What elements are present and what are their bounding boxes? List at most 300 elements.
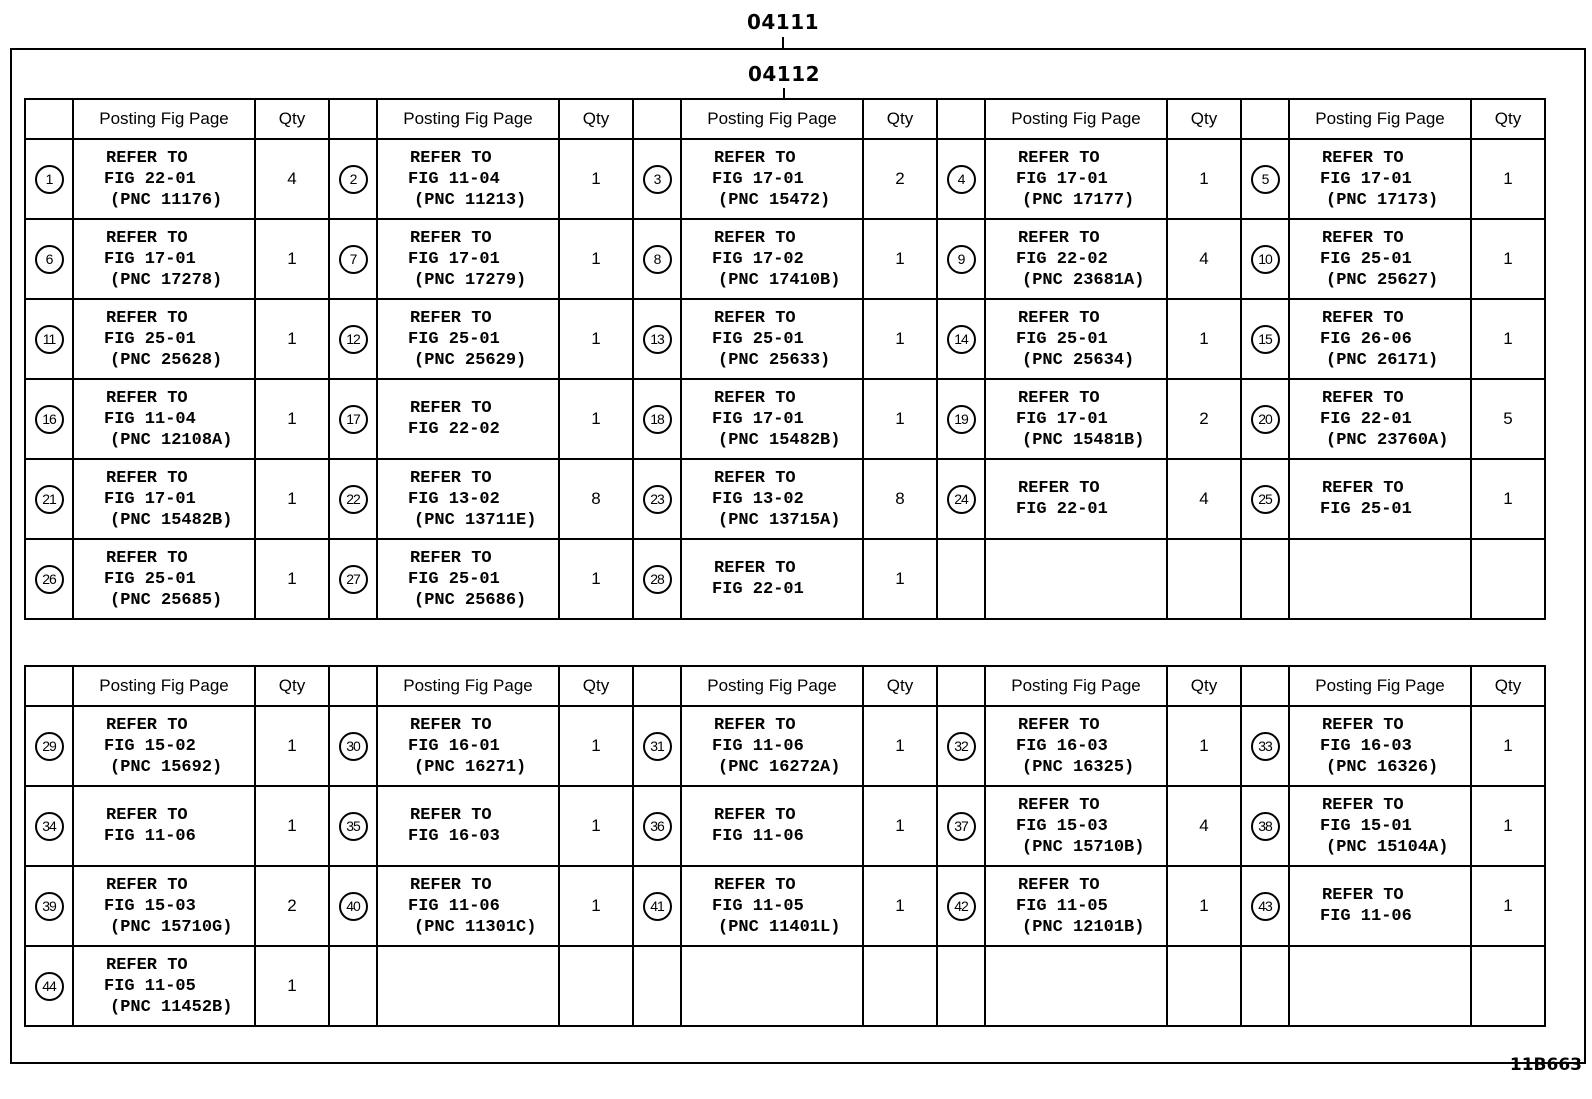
item-number-cell <box>633 706 681 786</box>
quantity-cell <box>1167 379 1241 459</box>
empty-cell <box>329 946 377 1026</box>
item-number-badge: 40 <box>339 892 368 921</box>
refer-to-text: REFER TO <box>410 468 492 488</box>
quantity-value: 2 <box>287 896 297 915</box>
figure-reference: FIG 11-06 <box>408 896 500 916</box>
pnc-reference: (PNC 25633) <box>718 350 831 370</box>
item-number-badge: 22 <box>339 485 368 514</box>
header-row <box>25 99 1545 139</box>
quantity-value: 4 <box>287 169 297 188</box>
item-number-cell <box>633 219 681 299</box>
figure-reference: FIG 22-01 <box>1016 500 1108 519</box>
quantity-cell <box>1167 299 1241 379</box>
item-number-cell <box>25 706 73 786</box>
figure-reference: FIG 17-01 <box>104 249 196 269</box>
refer-to-text: REFER TO <box>714 148 796 168</box>
refer-to-text: REFER TO <box>1018 228 1100 248</box>
reference-cell <box>985 459 1167 539</box>
header-item-col <box>25 666 73 706</box>
reference-cell <box>377 539 559 619</box>
table-row <box>25 219 1545 299</box>
header-qty: Qty <box>559 99 633 139</box>
quantity-cell <box>559 219 633 299</box>
quantity-cell <box>1471 866 1545 946</box>
quantity-cell <box>863 706 937 786</box>
assembly-label-outer: 04111 <box>746 10 820 34</box>
quantity-cell <box>255 706 329 786</box>
refer-to-text: REFER TO <box>1018 479 1100 498</box>
empty-cell <box>1241 946 1289 1026</box>
quantity-cell <box>255 786 329 866</box>
pnc-reference: (PNC 15692) <box>110 757 223 777</box>
figure-reference: FIG 11-06 <box>1320 907 1412 926</box>
reference-cell <box>73 786 255 866</box>
item-number-cell <box>329 139 377 219</box>
pnc-reference: (PNC 12108A) <box>110 430 233 450</box>
item-number-cell <box>25 459 73 539</box>
quantity-value: 1 <box>591 409 601 428</box>
refer-to-text: REFER TO <box>714 388 796 408</box>
parts-reference-table-2 <box>24 665 1546 1027</box>
item-number-cell <box>25 219 73 299</box>
header-posting-fig-page: Posting Fig Page <box>1289 666 1471 706</box>
empty-cell <box>985 539 1167 619</box>
reference-cell <box>985 219 1167 299</box>
reference-cell <box>985 299 1167 379</box>
figure-reference: FIG 22-02 <box>408 420 500 439</box>
quantity-cell <box>1167 219 1241 299</box>
figure-reference: FIG 11-06 <box>712 736 804 756</box>
refer-to-text: REFER TO <box>106 308 188 328</box>
header-item-col <box>329 666 377 706</box>
quantity-value: 1 <box>895 816 905 835</box>
quantity-cell <box>1471 379 1545 459</box>
pnc-reference: (PNC 15104A) <box>1326 837 1449 857</box>
quantity-value: 1 <box>1199 736 1209 755</box>
refer-to-text: REFER TO <box>106 548 188 568</box>
quantity-cell <box>863 219 937 299</box>
item-number-badge: 36 <box>643 812 672 841</box>
refer-to-text: REFER TO <box>714 806 796 825</box>
pnc-reference: (PNC 11452B) <box>110 997 233 1017</box>
item-number-badge: 13 <box>643 325 672 354</box>
quantity-value: 1 <box>895 569 905 588</box>
refer-to-text: REFER TO <box>1322 308 1404 328</box>
reference-cell <box>377 459 559 539</box>
pnc-reference: (PNC 15710B) <box>1022 837 1145 857</box>
item-number-badge: 16 <box>35 405 64 434</box>
refer-to-text: REFER TO <box>106 228 188 248</box>
item-number-badge: 31 <box>643 732 672 761</box>
item-number-cell <box>633 139 681 219</box>
quantity-cell <box>255 866 329 946</box>
item-number-badge: 26 <box>35 565 64 594</box>
figure-reference: FIG 13-02 <box>712 489 804 509</box>
quantity-value: 1 <box>287 489 297 508</box>
figure-reference: FIG 17-01 <box>712 409 804 429</box>
reference-cell <box>73 539 255 619</box>
header-qty: Qty <box>1167 666 1241 706</box>
empty-cell <box>937 539 985 619</box>
figure-reference: FIG 25-01 <box>712 329 804 349</box>
pnc-reference: (PNC 15482B) <box>110 510 233 530</box>
quantity-cell <box>255 219 329 299</box>
reference-cell <box>377 786 559 866</box>
quantity-cell <box>559 139 633 219</box>
item-number-cell <box>1241 299 1289 379</box>
item-number-cell <box>937 219 985 299</box>
item-number-cell <box>25 786 73 866</box>
item-number-badge: 15 <box>1251 325 1280 354</box>
pnc-reference: (PNC 26171) <box>1326 350 1439 370</box>
header-posting-fig-page: Posting Fig Page <box>985 99 1167 139</box>
quantity-cell <box>559 786 633 866</box>
reference-cell <box>1289 786 1471 866</box>
figure-reference: FIG 25-01 <box>104 329 196 349</box>
reference-cell <box>73 299 255 379</box>
item-number-cell <box>329 299 377 379</box>
reference-cell <box>73 459 255 539</box>
pnc-reference: (PNC 15482B) <box>718 430 841 450</box>
item-number-cell <box>329 539 377 619</box>
header-row <box>25 666 1545 706</box>
item-number-badge: 34 <box>35 812 64 841</box>
refer-to-text: REFER TO <box>714 468 796 488</box>
quantity-value: 1 <box>895 249 905 268</box>
refer-to-text: REFER TO <box>410 548 492 568</box>
quantity-value: 1 <box>287 816 297 835</box>
item-number-cell <box>633 379 681 459</box>
quantity-value: 1 <box>591 569 601 588</box>
header-posting-fig-page: Posting Fig Page <box>73 99 255 139</box>
item-number-cell <box>329 706 377 786</box>
refer-to-text: REFER TO <box>714 228 796 248</box>
item-number-badge: 12 <box>339 325 368 354</box>
quantity-value: 1 <box>1503 896 1513 915</box>
item-number-badge: 20 <box>1251 405 1280 434</box>
table-row <box>25 866 1545 946</box>
pnc-reference: (PNC 16325) <box>1022 757 1135 777</box>
header-posting-fig-page: Posting Fig Page <box>681 666 863 706</box>
item-number-cell <box>937 139 985 219</box>
quantity-cell <box>255 459 329 539</box>
item-number-cell <box>1241 866 1289 946</box>
empty-cell <box>1167 946 1241 1026</box>
quantity-value: 8 <box>895 489 905 508</box>
item-number-badge: 43 <box>1251 892 1280 921</box>
pnc-reference: (PNC 25629) <box>414 350 527 370</box>
quantity-value: 1 <box>287 976 297 995</box>
item-number-cell <box>329 459 377 539</box>
reference-cell <box>1289 139 1471 219</box>
table-row <box>25 706 1545 786</box>
item-number-cell <box>633 459 681 539</box>
header-qty: Qty <box>1471 99 1545 139</box>
item-number-cell <box>25 299 73 379</box>
header-posting-fig-page: Posting Fig Page <box>377 666 559 706</box>
reference-cell <box>1289 379 1471 459</box>
item-number-badge: 44 <box>35 972 64 1001</box>
item-number-cell <box>633 866 681 946</box>
item-number-badge: 37 <box>947 812 976 841</box>
quantity-cell <box>1471 459 1545 539</box>
quantity-cell <box>1167 706 1241 786</box>
quantity-value: 1 <box>895 409 905 428</box>
item-number-badge: 27 <box>339 565 368 594</box>
table-row <box>25 379 1545 459</box>
pnc-reference: (PNC 17410B) <box>718 270 841 290</box>
refer-to-text: REFER TO <box>1322 148 1404 168</box>
refer-to-text: REFER TO <box>106 875 188 895</box>
item-number-badge: 3 <box>643 165 672 194</box>
refer-to-text: REFER TO <box>106 388 188 408</box>
reference-cell <box>73 379 255 459</box>
quantity-value: 1 <box>1503 169 1513 188</box>
quantity-value: 1 <box>591 329 601 348</box>
refer-to-text: REFER TO <box>410 148 492 168</box>
quantity-value: 2 <box>895 169 905 188</box>
quantity-cell <box>559 866 633 946</box>
quantity-value: 1 <box>895 329 905 348</box>
quantity-value: 1 <box>287 409 297 428</box>
refer-to-text: REFER TO <box>714 715 796 735</box>
reference-cell <box>73 706 255 786</box>
pnc-reference: (PNC 11213) <box>414 190 527 210</box>
figure-code: 11B663 <box>1509 1055 1582 1075</box>
item-number-cell <box>329 786 377 866</box>
reference-cell <box>73 946 255 1026</box>
item-number-badge: 39 <box>35 892 64 921</box>
figure-reference: FIG 15-01 <box>1320 816 1412 836</box>
item-number-badge: 23 <box>643 485 672 514</box>
reference-cell <box>1289 866 1471 946</box>
header-item-col <box>329 99 377 139</box>
item-number-cell <box>1241 379 1289 459</box>
pnc-reference: (PNC 12101B) <box>1022 917 1145 937</box>
item-number-badge: 6 <box>35 245 64 274</box>
empty-cell <box>863 946 937 1026</box>
reference-cell <box>377 219 559 299</box>
reference-cell <box>985 379 1167 459</box>
figure-reference: FIG 16-03 <box>1320 736 1412 756</box>
quantity-cell <box>559 379 633 459</box>
item-number-badge: 41 <box>643 892 672 921</box>
refer-to-text: REFER TO <box>1018 795 1100 815</box>
refer-to-text: REFER TO <box>1018 715 1100 735</box>
quantity-cell <box>255 379 329 459</box>
figure-reference: FIG 25-01 <box>1320 249 1412 269</box>
refer-to-text: REFER TO <box>410 715 492 735</box>
item-number-badge: 2 <box>339 165 368 194</box>
refer-to-text: REFER TO <box>1322 715 1404 735</box>
refer-to-text: REFER TO <box>1018 308 1100 328</box>
pnc-reference: (PNC 17177) <box>1022 190 1135 210</box>
item-number-cell <box>633 299 681 379</box>
refer-to-text: REFER TO <box>410 875 492 895</box>
pnc-reference: (PNC 23760A) <box>1326 430 1449 450</box>
pnc-reference: (PNC 23681A) <box>1022 270 1145 290</box>
reference-cell <box>377 379 559 459</box>
refer-to-text: REFER TO <box>106 955 188 975</box>
quantity-cell <box>559 299 633 379</box>
header-item-col <box>937 666 985 706</box>
item-number-badge: 17 <box>339 405 368 434</box>
refer-to-text: REFER TO <box>714 875 796 895</box>
header-qty: Qty <box>255 99 329 139</box>
pnc-reference: (PNC 11301C) <box>414 917 537 937</box>
quantity-cell <box>1471 219 1545 299</box>
reference-cell <box>377 139 559 219</box>
figure-reference: FIG 16-01 <box>408 736 500 756</box>
figure-reference: FIG 15-03 <box>1016 816 1108 836</box>
figure-reference: FIG 22-01 <box>1320 409 1412 429</box>
figure-reference: FIG 22-01 <box>104 169 196 189</box>
quantity-cell <box>1167 786 1241 866</box>
empty-cell <box>1289 539 1471 619</box>
empty-cell <box>1241 539 1289 619</box>
item-number-badge: 11 <box>35 325 64 354</box>
figure-reference: FIG 11-04 <box>408 169 500 189</box>
table-row <box>25 786 1545 866</box>
item-number-badge: 14 <box>947 325 976 354</box>
quantity-cell <box>1167 866 1241 946</box>
refer-to-text: REFER TO <box>106 468 188 488</box>
pnc-reference: (PNC 25627) <box>1326 270 1439 290</box>
item-number-cell <box>633 539 681 619</box>
item-number-cell <box>937 299 985 379</box>
item-number-badge: 7 <box>339 245 368 274</box>
quantity-value: 1 <box>287 569 297 588</box>
quantity-value: 1 <box>1503 489 1513 508</box>
figure-reference: FIG 25-01 <box>408 569 500 589</box>
header-item-col <box>633 99 681 139</box>
reference-cell <box>73 139 255 219</box>
item-number-cell <box>1241 139 1289 219</box>
quantity-value: 1 <box>895 736 905 755</box>
quantity-cell <box>255 946 329 1026</box>
item-number-cell <box>1241 219 1289 299</box>
refer-to-text: REFER TO <box>410 806 492 825</box>
figure-reference: FIG 26-06 <box>1320 329 1412 349</box>
item-number-cell <box>329 866 377 946</box>
item-number-badge: 38 <box>1251 812 1280 841</box>
table-row <box>25 946 1545 1026</box>
quantity-value: 1 <box>287 736 297 755</box>
reference-cell <box>1289 219 1471 299</box>
empty-cell <box>377 946 559 1026</box>
refer-to-text: REFER TO <box>1018 875 1100 895</box>
header-item-col <box>937 99 985 139</box>
reference-cell <box>681 706 863 786</box>
quantity-value: 1 <box>1199 896 1209 915</box>
quantity-cell <box>559 706 633 786</box>
quantity-value: 4 <box>1199 489 1209 508</box>
assembly-label-inner: 04112 <box>747 62 821 86</box>
figure-reference: FIG 15-03 <box>104 896 196 916</box>
figure-reference: FIG 17-01 <box>1016 169 1108 189</box>
quantity-value: 1 <box>1199 329 1209 348</box>
quantity-value: 5 <box>1503 409 1513 428</box>
empty-cell <box>1471 539 1545 619</box>
pnc-reference: (PNC 25634) <box>1022 350 1135 370</box>
parts-reference-table-1 <box>24 98 1546 620</box>
quantity-value: 1 <box>591 249 601 268</box>
figure-reference: FIG 25-01 <box>1320 500 1412 519</box>
refer-to-text: REFER TO <box>714 559 796 578</box>
refer-to-text: REFER TO <box>1322 795 1404 815</box>
refer-to-text: REFER TO <box>714 308 796 328</box>
refer-to-text: REFER TO <box>1018 388 1100 408</box>
figure-reference: FIG 11-05 <box>712 896 804 916</box>
empty-cell <box>1471 946 1545 1026</box>
header-qty: Qty <box>559 666 633 706</box>
item-number-cell <box>1241 786 1289 866</box>
pnc-reference: (PNC 16326) <box>1326 757 1439 777</box>
header-posting-fig-page: Posting Fig Page <box>985 666 1167 706</box>
reference-cell <box>681 379 863 459</box>
reference-cell <box>985 139 1167 219</box>
item-number-badge: 32 <box>947 732 976 761</box>
empty-cell <box>1289 946 1471 1026</box>
quantity-cell <box>559 539 633 619</box>
header-item-col <box>633 666 681 706</box>
refer-to-text: REFER TO <box>106 806 188 825</box>
figure-reference: FIG 13-02 <box>408 489 500 509</box>
quantity-cell <box>255 539 329 619</box>
table-row <box>25 139 1545 219</box>
reference-cell <box>681 459 863 539</box>
reference-cell <box>1289 299 1471 379</box>
empty-cell <box>985 946 1167 1026</box>
figure-reference: FIG 22-02 <box>1016 249 1108 269</box>
quantity-value: 1 <box>1503 329 1513 348</box>
quantity-cell <box>1167 459 1241 539</box>
item-number-badge: 18 <box>643 405 672 434</box>
item-number-badge: 19 <box>947 405 976 434</box>
pnc-reference: (PNC 13715A) <box>718 510 841 530</box>
figure-reference: FIG 17-01 <box>104 489 196 509</box>
figure-reference: FIG 11-05 <box>104 976 196 996</box>
quantity-value: 1 <box>591 816 601 835</box>
reference-cell <box>681 866 863 946</box>
item-number-cell <box>25 946 73 1026</box>
pnc-reference: (PNC 17173) <box>1326 190 1439 210</box>
quantity-value: 1 <box>287 329 297 348</box>
item-number-badge: 33 <box>1251 732 1280 761</box>
reference-cell <box>377 706 559 786</box>
quantity-cell <box>255 139 329 219</box>
quantity-cell <box>863 139 937 219</box>
refer-to-text: REFER TO <box>1322 479 1404 498</box>
reference-cell <box>681 299 863 379</box>
item-number-badge: 25 <box>1251 485 1280 514</box>
figure-reference: FIG 17-02 <box>712 249 804 269</box>
pnc-reference: (PNC 16271) <box>414 757 527 777</box>
item-number-badge: 35 <box>339 812 368 841</box>
empty-cell <box>633 946 681 1026</box>
quantity-value: 1 <box>1503 249 1513 268</box>
figure-reference: FIG 16-03 <box>408 827 500 846</box>
empty-cell <box>559 946 633 1026</box>
item-number-cell <box>1241 459 1289 539</box>
item-number-badge: 5 <box>1251 165 1280 194</box>
quantity-cell <box>863 299 937 379</box>
quantity-cell <box>1167 139 1241 219</box>
refer-to-text: REFER TO <box>1322 228 1404 248</box>
item-number-cell <box>25 866 73 946</box>
item-number-badge: 4 <box>947 165 976 194</box>
item-number-badge: 42 <box>947 892 976 921</box>
